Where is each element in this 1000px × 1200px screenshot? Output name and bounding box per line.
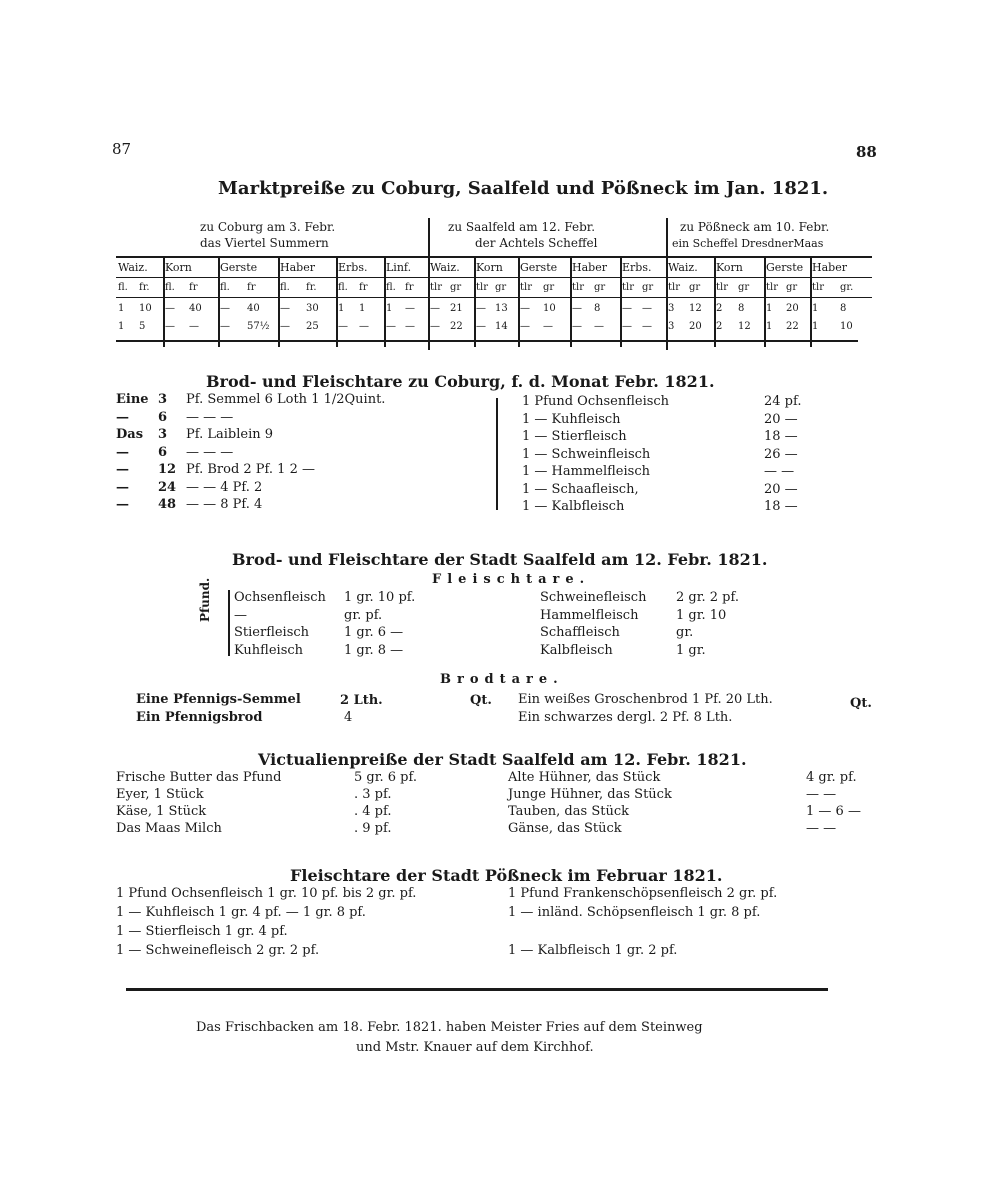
market-cell: — xyxy=(165,303,175,314)
saalfeld-meat-price: 1 gr. 8 — xyxy=(344,642,404,658)
saalfeld-meat-price: gr. xyxy=(676,625,694,640)
market-unit-header: fl. xyxy=(118,282,128,293)
market-rule xyxy=(116,256,872,258)
market-grain-header: Waiz. xyxy=(668,261,698,274)
saalfeld-bracket xyxy=(228,590,230,656)
market-unit-header: fr xyxy=(359,282,368,293)
market-cell: — xyxy=(386,321,396,332)
market-column-rule xyxy=(336,257,338,347)
saalfeld-meat-price: gr. pf. xyxy=(344,607,383,623)
poessneck-meat-line: 1 Pfund Ochsenfleisch 1 gr. 10 pf. bis 2 gr. pf. xyxy=(116,886,417,901)
market-cell: 40 xyxy=(189,303,202,314)
market-unit-header: tlr xyxy=(812,282,824,293)
coburg-bread-prefix: — xyxy=(116,497,129,512)
market-grain-header: Haber xyxy=(812,261,847,274)
market-cell: 3 xyxy=(668,321,675,332)
market-unit-header: fl. xyxy=(280,282,290,293)
market-cell: 8 xyxy=(738,303,745,314)
market-column-rule xyxy=(666,257,668,347)
market-cell: — xyxy=(572,303,582,314)
market-grain-header: Erbs. xyxy=(622,261,652,274)
coburg-divider xyxy=(496,398,498,510)
coburg-meat-price: 20 — xyxy=(764,481,798,497)
market-cell: — xyxy=(430,321,440,332)
coburg-meat-price: 26 — xyxy=(764,446,798,462)
market-cell: — xyxy=(476,321,486,332)
market-cell: — xyxy=(359,321,369,332)
coburg-bread-text: Pf. Brod 2 Pf. 1 2 — xyxy=(186,462,315,477)
market-unit-header: fl. xyxy=(220,282,230,293)
market-cell: — xyxy=(280,321,290,332)
market-grain-header: Gerste xyxy=(220,261,258,274)
coburg-meat-price: — — xyxy=(764,464,795,479)
coburg-bread-text: — — — xyxy=(186,444,234,460)
market-grain-header: Gerste xyxy=(520,261,558,274)
market-unit-header: tlr xyxy=(430,282,442,293)
market-title: Marktpreiße zu Coburg, Saalfeld und Pößneck im Jan. 1821. xyxy=(218,178,829,199)
market-unit-header: fl. xyxy=(165,282,175,293)
coburg-bread-pfennig: 24 xyxy=(158,479,177,495)
poessneck-meat-line: 1 — Stierfleisch 1 gr. 4 pf. xyxy=(116,924,288,939)
market-cell: 1 xyxy=(118,303,125,314)
market-unit-header: tlr xyxy=(668,282,680,293)
victual-name: Das Maas Milch xyxy=(116,821,222,836)
page-number-right: 88 xyxy=(856,143,877,161)
market-unit-header: gr. xyxy=(840,282,854,293)
market-grain-header: Haber xyxy=(572,261,607,274)
coburg-bread-text: — — 4 Pf. 2 xyxy=(186,479,263,495)
coburg-meat-name: 1 — Kalbfleisch xyxy=(522,499,625,514)
market-cell: 1 xyxy=(386,303,393,314)
saalfeld-meat-name: Stierfleisch xyxy=(234,625,310,640)
footer-rule xyxy=(126,988,828,991)
market-cell: 8 xyxy=(840,303,847,314)
market-cell: 22 xyxy=(450,321,463,332)
market-group-coburg-line1: zu Coburg am 3. Febr. xyxy=(200,220,336,234)
market-cell: 10 xyxy=(543,303,556,314)
market-unit-header: gr xyxy=(594,282,606,293)
coburg-bread-pfennig: 3 xyxy=(158,427,168,442)
victual-name: Junge Hühner, das Stück xyxy=(508,787,672,802)
market-grain-header: Korn xyxy=(476,261,503,274)
coburg-meat-name: 1 — Schaafleisch, xyxy=(522,481,639,497)
saalfeld-meat-name: Hammelfleisch xyxy=(540,607,639,623)
market-unit-header: tlr xyxy=(476,282,488,293)
market-cell: — xyxy=(622,303,632,314)
market-column-rule xyxy=(218,257,220,347)
poessneck-meat-line: 1 — Kuhfleisch 1 gr. 4 pf. — 1 gr. 8 pf. xyxy=(116,905,366,920)
market-cell: 1 xyxy=(338,303,345,314)
victual-price: 4 gr. pf. xyxy=(806,770,857,785)
market-cell: — xyxy=(405,321,415,332)
coburg-bread-prefix: — xyxy=(116,462,129,477)
market-column-rule xyxy=(384,257,386,347)
victual-name: Tauben, das Stück xyxy=(508,804,629,819)
coburg-bread-text: — — — xyxy=(186,409,234,425)
market-unit-header: fr xyxy=(405,282,414,293)
market-cell: 1 xyxy=(812,321,819,332)
saalfeld-bread-black: Ein schwarzes dergl. 2 Pf. 8 Lth. xyxy=(518,710,733,725)
market-column-rule xyxy=(163,257,165,347)
coburg-meat-name: 1 Pfund Ochsenfleisch xyxy=(522,394,670,409)
coburg-meat-price: 18 — xyxy=(764,499,798,514)
coburg-bread-pfennig: 12 xyxy=(158,462,177,477)
market-group-saalfeld-line1: zu Saalfeld am 12. Febr. xyxy=(448,220,596,234)
victual-name: Gänse, das Stück xyxy=(508,821,622,836)
saalfeld-bread-white-qt: Qt. xyxy=(850,696,872,711)
market-cell: — xyxy=(642,321,652,332)
market-cell: — xyxy=(280,303,290,314)
market-unit-header: fr xyxy=(189,282,198,293)
poessneck-meat-line: 1 — inländ. Schöpsenfleisch 1 gr. 8 pf. xyxy=(508,905,761,920)
market-unit-header: fl. xyxy=(338,282,348,293)
coburg-bread-prefix: Eine xyxy=(116,392,149,407)
market-column-rule xyxy=(570,257,572,347)
market-grain-header: Waiz. xyxy=(430,261,460,274)
market-cell: 13 xyxy=(495,303,508,314)
market-cell: — xyxy=(165,321,175,332)
saalfeld-bread-white: Ein weißes Groschenbrod 1 Pf. 20 Lth. xyxy=(518,692,773,707)
victual-price: 5 gr. 6 pf. xyxy=(354,770,417,785)
market-cell: 20 xyxy=(689,321,702,332)
market-cell: 1 xyxy=(766,303,773,314)
saalfeld-meat-name: Schweinefleisch xyxy=(540,590,647,605)
market-unit-header: fl. xyxy=(386,282,396,293)
saalfeld-meat-price: 1 gr. 10 xyxy=(676,607,727,623)
market-cell: 21 xyxy=(450,303,463,314)
market-cell: — xyxy=(594,321,604,332)
market-column-rule xyxy=(764,257,766,347)
market-cell: 8 xyxy=(594,303,601,314)
saalfeld-meat-price: 1 gr. xyxy=(676,642,706,658)
market-unit-header: tlr xyxy=(622,282,634,293)
market-cell: 12 xyxy=(738,321,751,332)
saalfeld-meat-price: 2 gr. 2 pf. xyxy=(676,590,739,605)
saalfeld-bread-semmel-value: 2 Lth. xyxy=(340,693,383,708)
market-group-coburg-line2: das Viertel Summern xyxy=(200,236,329,250)
market-cell: 10 xyxy=(840,321,853,332)
victual-price: — — xyxy=(806,787,837,802)
victual-name: Frische Butter das Pfund xyxy=(116,770,282,785)
coburg-bread-prefix: — xyxy=(116,409,129,425)
coburg-bread-pfennig: 3 xyxy=(158,392,168,407)
coburg-bread-prefix: Das xyxy=(116,427,144,442)
saalfeld-bread-pfennigsbrod: Ein Pfennigsbrod xyxy=(136,710,263,725)
market-cell: — xyxy=(430,303,440,314)
market-grain-header: Korn xyxy=(165,261,192,274)
coburg-bread-pfennig: 48 xyxy=(158,497,177,512)
market-cell: 25 xyxy=(306,321,319,332)
market-unit-header: gr xyxy=(786,282,798,293)
market-column-rule xyxy=(714,257,716,347)
market-grain-header: Linf. xyxy=(386,261,412,274)
footer-line-1: Das Frischbacken am 18. Febr. 1821. haben Meister Fries auf dem Steinweg xyxy=(196,1020,703,1035)
saalfeld-bread-heading: Brodtare. xyxy=(440,672,564,687)
market-column-rule xyxy=(474,257,476,347)
market-column-rule xyxy=(428,257,430,347)
market-cell: — xyxy=(220,321,230,332)
victual-name: Eyer, 1 Stück xyxy=(116,787,204,802)
saalfeld-meat-heading: Fleischtare. xyxy=(432,572,591,587)
market-cell: 1 xyxy=(766,321,773,332)
saalfeld-meat-name: Kalbfleisch xyxy=(540,642,613,658)
market-unit-header: tlr xyxy=(766,282,778,293)
saalfeld-meat-name: Ochsenfleisch xyxy=(234,590,326,605)
market-column-rule xyxy=(620,257,622,347)
market-cell: 1 xyxy=(812,303,819,314)
market-column-rule xyxy=(810,257,812,347)
market-grain-header: Korn xyxy=(716,261,743,274)
market-group-poessneck-line2: ein Scheffel DresdnerMaas xyxy=(672,237,824,250)
market-cell: — xyxy=(520,321,530,332)
market-group-saalfeld-line2: der Achtels Scheffel xyxy=(475,236,598,250)
saalfeld-title: Brod- und Fleischtare der Stadt Saalfeld am 12. Febr. 1821. xyxy=(232,550,768,569)
market-grain-header: Gerste xyxy=(766,261,804,274)
market-cell: 22 xyxy=(786,321,799,332)
market-cell: 1 xyxy=(359,303,366,314)
market-cell: 10 xyxy=(139,303,152,314)
coburg-bread-pfennig: 6 xyxy=(158,409,168,425)
market-cell: 30 xyxy=(306,303,319,314)
saalfeld-meat-name: Schaffleisch xyxy=(540,625,620,640)
market-cell: — xyxy=(405,303,415,314)
market-column-rule xyxy=(278,257,280,347)
page-number-left: 87 xyxy=(112,140,132,158)
saalfeld-meat-price: 1 gr. 10 pf. xyxy=(344,590,416,605)
coburg-bread-prefix: — xyxy=(116,444,129,460)
market-rule xyxy=(116,297,872,298)
saalfeld-bread-pfennigsbrod-value: 4 xyxy=(344,710,353,725)
market-cell: — xyxy=(543,321,553,332)
market-unit-header: fr. xyxy=(306,282,317,293)
market-cell: 20 xyxy=(786,303,799,314)
coburg-title: Brod- und Fleischtare zu Coburg, f. d. Monat Febr. 1821. xyxy=(206,372,715,391)
market-cell: 3 xyxy=(668,303,675,314)
market-cell: 40 xyxy=(247,303,260,314)
victual-price: . 3 pf. xyxy=(354,787,392,802)
poessneck-meat-line: 1 — Schweinefleisch 2 gr. 2 pf. xyxy=(116,943,320,958)
victual-name: Alte Hühner, das Stück xyxy=(508,770,661,785)
market-unit-header: gr xyxy=(543,282,555,293)
market-unit-header: gr xyxy=(450,282,462,293)
victualien-title: Victualienpreiße der Stadt Saalfeld am 12. Febr. 1821. xyxy=(258,750,747,769)
footer-line-2: und Mstr. Knauer auf dem Kirchhof. xyxy=(356,1040,594,1055)
market-cell: 14 xyxy=(495,321,508,332)
market-cell: — xyxy=(189,321,199,332)
market-cell: — xyxy=(338,321,348,332)
market-cell: 12 xyxy=(689,303,702,314)
market-rule xyxy=(116,340,858,342)
market-cell: — xyxy=(520,303,530,314)
market-cell: — xyxy=(572,321,582,332)
saalfeld-meat-name: Kuhfleisch xyxy=(234,642,304,658)
victual-price: . 4 pf. xyxy=(354,804,392,819)
coburg-bread-pfennig: 6 xyxy=(158,444,168,460)
market-cell: 57½ xyxy=(247,321,270,332)
market-cell: 1 xyxy=(118,321,125,332)
coburg-meat-price: 20 — xyxy=(764,411,798,427)
market-unit-header: gr xyxy=(642,282,654,293)
victual-name: Käse, 1 Stück xyxy=(116,804,207,819)
market-unit-header: fr. xyxy=(139,282,150,293)
poessneck-meat-line: 1 — Kalbfleisch 1 gr. 2 pf. xyxy=(508,943,678,958)
market-rule xyxy=(116,277,872,278)
market-cell: 2 xyxy=(716,321,723,332)
coburg-meat-price: 18 — xyxy=(764,429,798,444)
coburg-meat-name: 1 — Schweinfleisch xyxy=(522,446,651,462)
market-unit-header: gr xyxy=(738,282,750,293)
coburg-bread-text: Pf. Laiblein 9 xyxy=(186,427,274,442)
market-cell: — xyxy=(622,321,632,332)
market-group-poessneck-line1: zu Pößneck am 10. Febr. xyxy=(680,220,830,234)
saalfeld-meat-name: — xyxy=(234,607,247,623)
coburg-bread-prefix: — xyxy=(116,479,129,495)
market-unit-header: tlr xyxy=(520,282,532,293)
coburg-bread-text: Pf. Semmel 6 Loth 1 1/2Quint. xyxy=(186,392,386,407)
market-unit-header: gr xyxy=(689,282,701,293)
coburg-meat-name: 1 — Stierfleisch xyxy=(522,429,627,444)
market-cell: — xyxy=(476,303,486,314)
saalfeld-meat-price: 1 gr. 6 — xyxy=(344,625,404,640)
victual-price: 1 — 6 — xyxy=(806,804,861,819)
market-grain-header: Erbs. xyxy=(338,261,368,274)
market-unit-header: tlr xyxy=(716,282,728,293)
victual-price: . 9 pf. xyxy=(354,821,392,836)
coburg-meat-name: 1 — Kuhfleisch xyxy=(522,411,621,427)
poessneck-meat-line: 1 Pfund Frankenschöpsenfleisch 2 gr. pf. xyxy=(508,886,778,901)
market-unit-header: fr xyxy=(247,282,256,293)
market-grain-header: Haber xyxy=(280,261,315,274)
victual-price: — — xyxy=(806,821,837,836)
saalfeld-bread-semmel: Eine Pfennigs-Semmel xyxy=(136,692,301,707)
saalfeld-bread-qt: Qt. xyxy=(470,693,492,708)
market-column-rule xyxy=(518,257,520,347)
poessneck-title: Fleischtare der Stadt Pößneck im Februar 1821. xyxy=(290,866,723,885)
coburg-meat-price: 24 pf. xyxy=(764,394,802,409)
coburg-meat-name: 1 — Hammelfleisch xyxy=(522,464,650,479)
market-cell: 2 xyxy=(716,303,723,314)
market-unit-header: gr xyxy=(495,282,507,293)
saalfeld-pfund-label: Pfund. xyxy=(198,577,212,622)
market-cell: 5 xyxy=(139,321,146,332)
coburg-bread-text: — — 8 Pf. 4 xyxy=(186,497,263,512)
market-cell: — xyxy=(642,303,652,314)
market-grain-header: Waiz. xyxy=(118,261,148,274)
market-cell: — xyxy=(220,303,230,314)
market-unit-header: tlr xyxy=(572,282,584,293)
